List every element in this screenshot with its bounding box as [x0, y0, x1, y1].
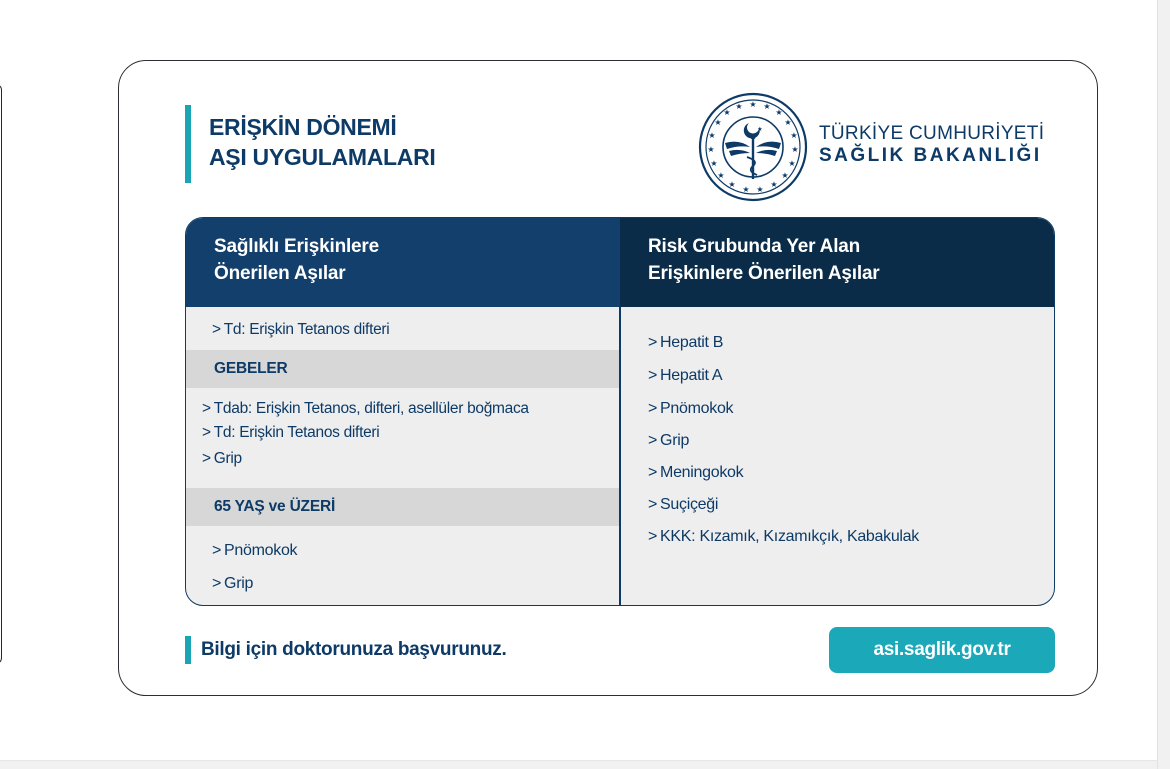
- list-item: > Tdab: Erişkin Tetanos, difteri, asellüler boğmaca: [202, 400, 529, 417]
- doctor-note: Bilgi için doktorunuza başvurunuz.: [185, 636, 506, 664]
- title-line-1: ERİŞKİN DÖNEMİ: [209, 114, 397, 140]
- svg-text:★: ★: [717, 171, 725, 180]
- chevron-right-icon: >: [648, 528, 658, 545]
- svg-text:★: ★: [707, 145, 715, 154]
- svg-text:★: ★: [791, 145, 799, 154]
- svg-text:★: ★: [775, 108, 783, 117]
- group-band-65-plus: [186, 488, 619, 526]
- title-line-2: AŞI UYGULAMALARI: [209, 144, 436, 170]
- chevron-right-icon: >: [202, 424, 211, 441]
- right-header-line-1: Risk Grubunda Yer Alan: [648, 236, 861, 257]
- ministry-of-health-emblem-icon: [697, 91, 809, 203]
- svg-text:★: ★: [784, 118, 792, 127]
- group-label: 65 YAŞ ve ÜZERİ: [214, 498, 336, 515]
- list-item: > Hepatit A: [648, 367, 723, 384]
- chevron-right-icon: >: [648, 432, 658, 449]
- chevron-right-icon: >: [648, 464, 658, 481]
- list-item: > Grip: [202, 450, 242, 467]
- chevron-right-icon: >: [212, 321, 221, 338]
- vertical-scrollbar[interactable]: [1157, 0, 1170, 769]
- list-item: > Grip: [212, 575, 254, 592]
- vaccination-card: [118, 60, 1098, 696]
- list-item: > Meningokok: [648, 464, 744, 481]
- svg-text:★: ★: [735, 102, 743, 111]
- left-header-line-1: Sağlıklı Erişkinlere: [214, 236, 379, 257]
- list-item: > Grip: [648, 432, 690, 449]
- vaccine-table: [185, 217, 1055, 606]
- list-item: > Td: Erişkin Tetanos difteri: [202, 424, 380, 441]
- horizontal-scrollbar[interactable]: [0, 760, 1157, 769]
- chevron-right-icon: >: [202, 400, 211, 417]
- svg-text:★: ★: [756, 185, 764, 194]
- list-item: > KKK: Kızamık, Kızamıkçık, Kabakulak: [648, 528, 919, 545]
- svg-text:★: ★: [749, 100, 757, 109]
- card-title: [185, 105, 435, 183]
- chevron-right-icon: >: [212, 575, 222, 592]
- chevron-right-icon: >: [212, 542, 222, 559]
- chevron-right-icon: >: [648, 334, 658, 351]
- svg-text:★: ★: [763, 102, 771, 111]
- svg-text:★: ★: [728, 180, 736, 189]
- svg-text:★: ★: [788, 159, 796, 168]
- chevron-right-icon: >: [648, 496, 658, 513]
- right-header-line-2: Erişkinlere Önerilen Aşılar: [648, 263, 880, 284]
- svg-text:★: ★: [742, 185, 750, 194]
- ministry-name-top: TÜRKİYE CUMHURİYETİ: [819, 123, 1045, 144]
- ministry-name-bottom: SAĞLIK BAKANLIĞI: [819, 145, 1042, 166]
- svg-text:★: ★: [714, 118, 722, 127]
- right-column-header: [620, 218, 1055, 307]
- svg-text:★: ★: [790, 131, 798, 140]
- group-label: GEBELER: [214, 360, 288, 377]
- svg-text:★: ★: [781, 171, 789, 180]
- website-link[interactable]: asi.saglik.gov.tr: [829, 627, 1055, 673]
- svg-text:★: ★: [723, 108, 731, 117]
- svg-text:★: ★: [710, 159, 718, 168]
- left-header-line-2: Önerilen Aşılar: [214, 263, 346, 284]
- list-item: > Hepatit B: [648, 334, 724, 351]
- svg-text:★: ★: [757, 126, 763, 133]
- group-band-pregnant: [186, 350, 619, 388]
- chevron-right-icon: >: [648, 367, 658, 384]
- left-column-header: [186, 218, 620, 307]
- adjacent-card-edge: [0, 84, 2, 664]
- list-item: > Pnömokok: [648, 400, 734, 417]
- ministry-name: [819, 123, 1059, 167]
- chevron-right-icon: >: [202, 450, 211, 467]
- column-divider: [619, 307, 621, 606]
- list-item: > Td: Erişkin Tetanos difteri: [212, 321, 390, 338]
- svg-text:★: ★: [770, 180, 778, 189]
- svg-text:★: ★: [708, 131, 716, 140]
- chevron-right-icon: >: [648, 400, 658, 417]
- list-item: > Pnömokok: [212, 542, 298, 559]
- list-item: > Suçiçeği: [648, 496, 719, 513]
